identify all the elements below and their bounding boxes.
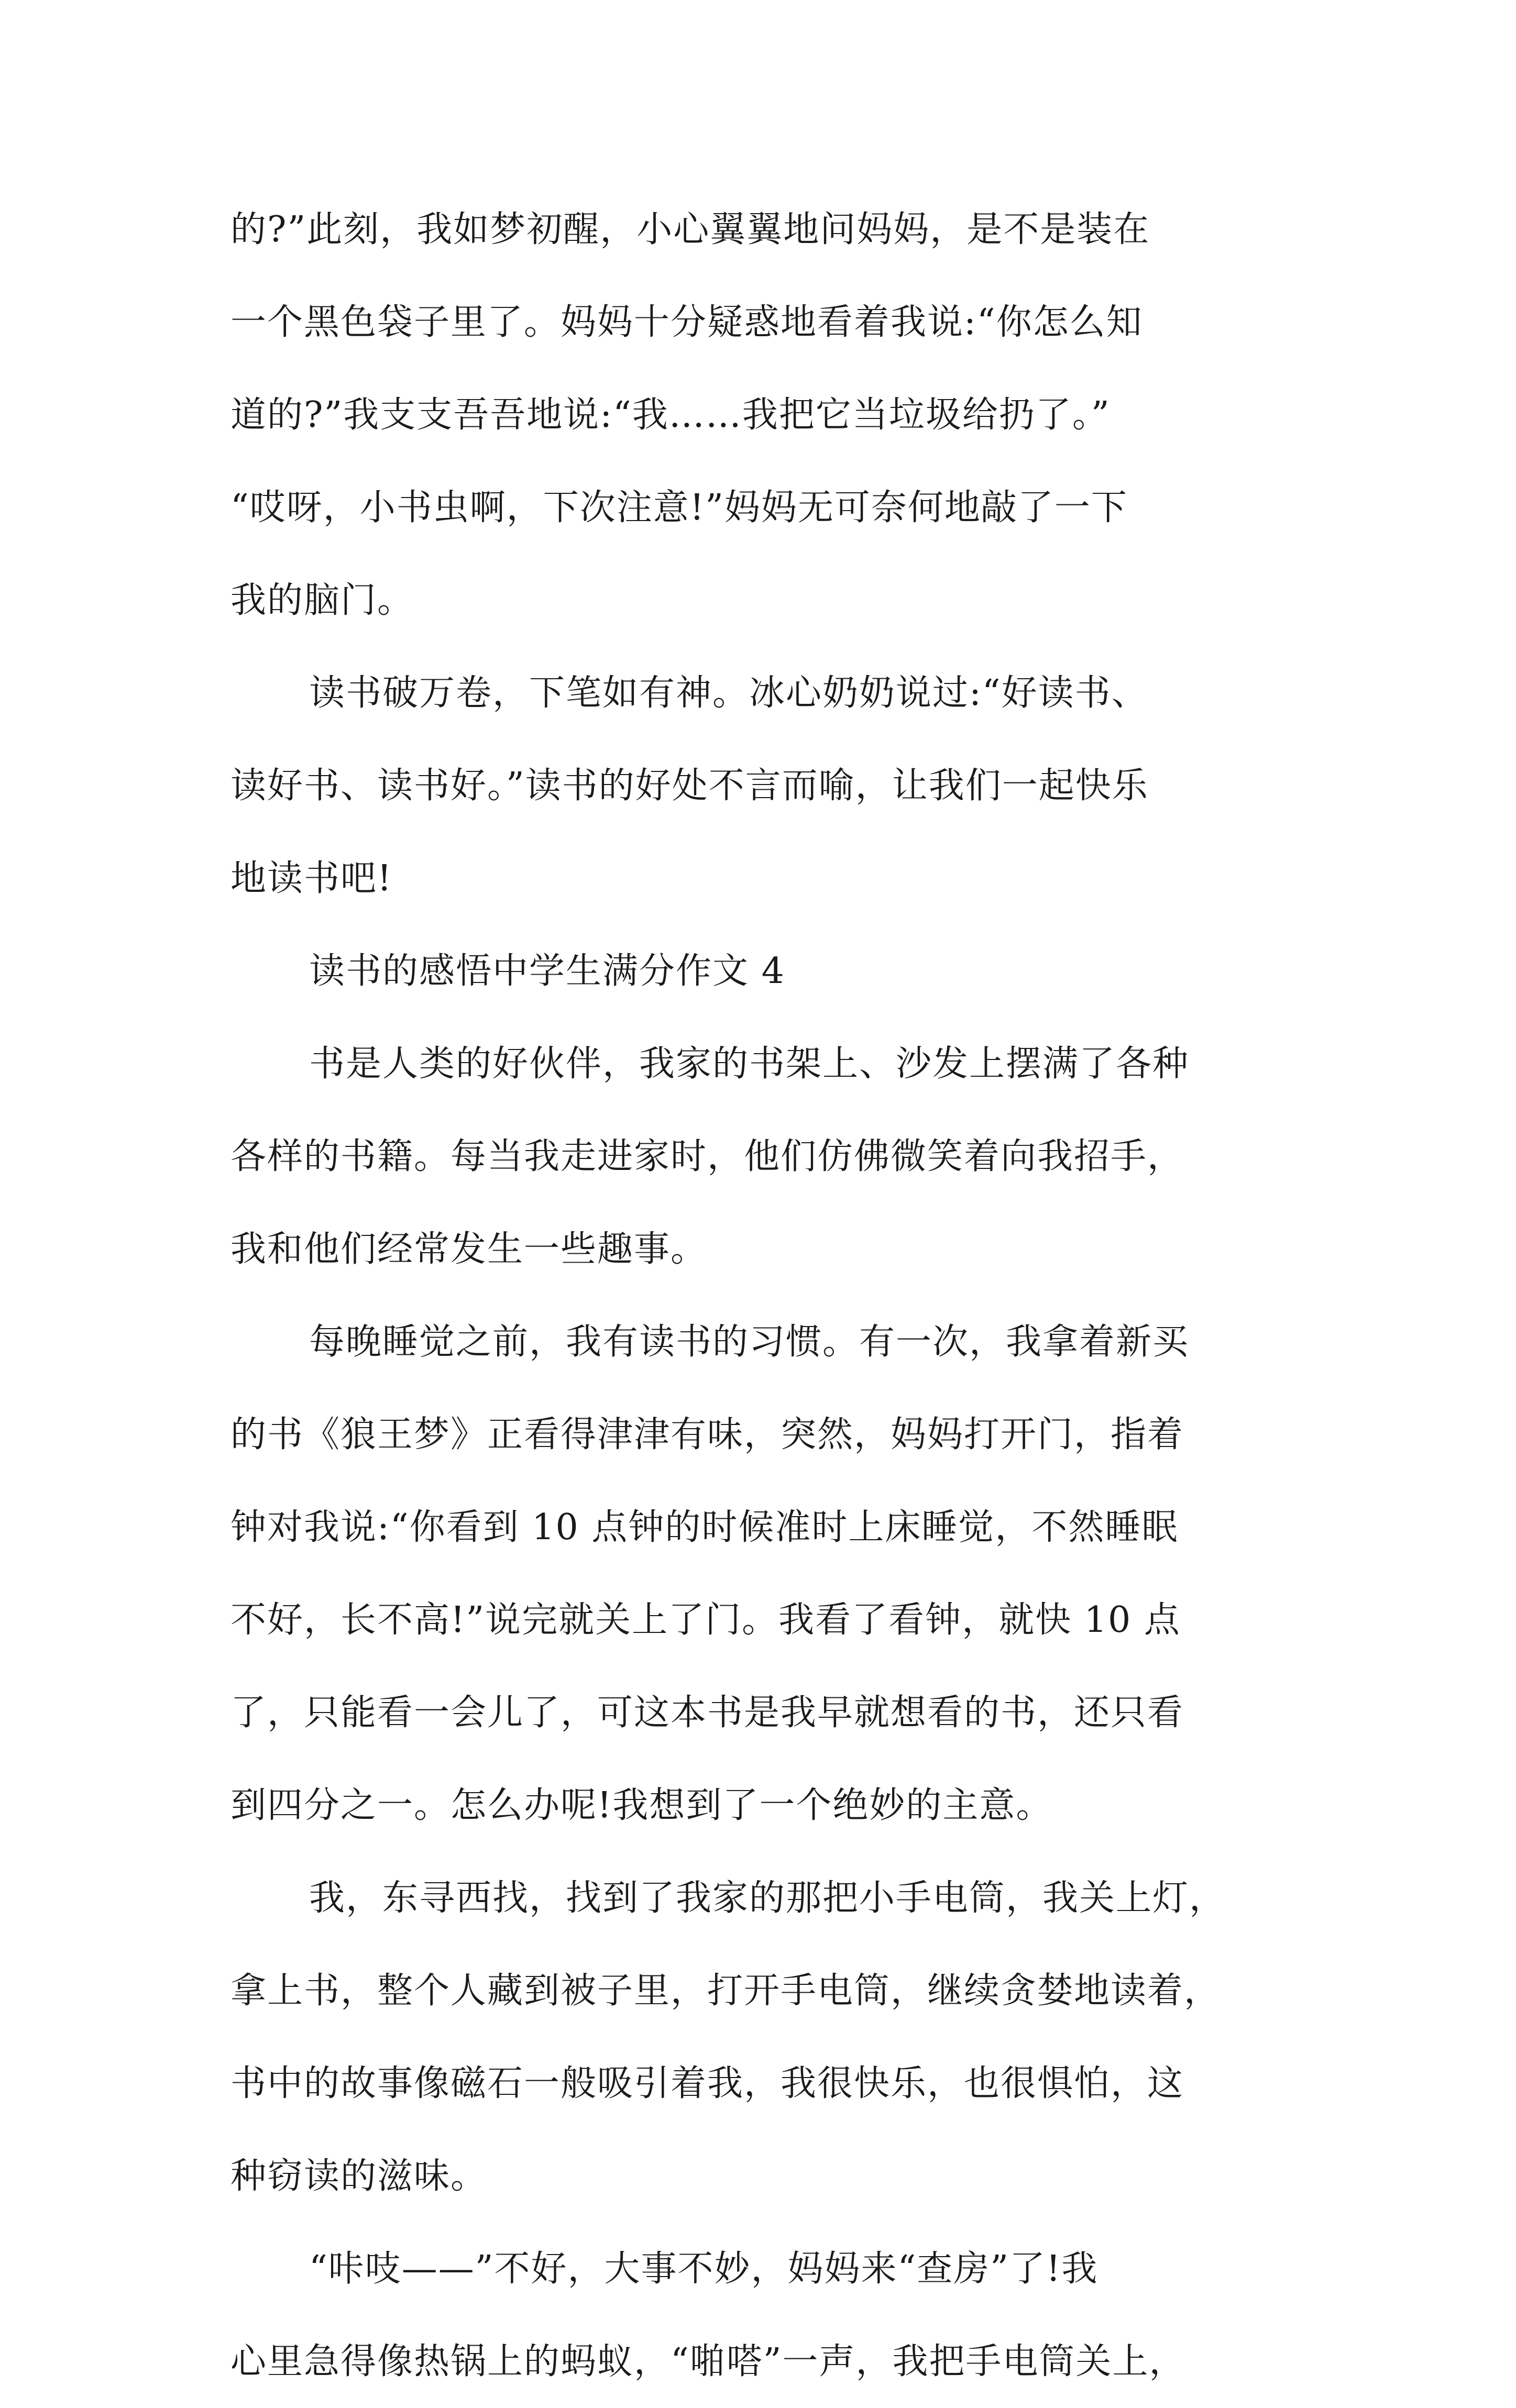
text-line: 各样的书籍。每当我走进家时，他们仿佛微笑着向我招手， xyxy=(230,1136,1184,1177)
text-line: “哎呀，小书虫啊，下次注意!”妈妈无可奈何地敲了一下 xyxy=(230,487,1128,528)
text-line: 书中的故事像磁石一般吸引着我，我很快乐，也很惧怕，这 xyxy=(230,2063,1184,2104)
text-line: 种窃读的滋味。 xyxy=(230,2156,488,2197)
text-line: 不好，长不高!”说完就关上了门。我看了看钟，就快 10 点 xyxy=(230,1599,1181,1641)
paragraph-start-line: “咔吱——”不好，大事不妙，妈妈来“查房”了!我 xyxy=(309,2248,1098,2290)
text-line: 了，只能看一会儿了，可这本书是我早就想看的书，还只看 xyxy=(230,1692,1184,1733)
text-line: 心里急得像热锅上的蚂蚁，“啪嗒”一声，我把手电筒关上， xyxy=(230,2341,1186,2382)
text-line: 的书《狼王梦》正看得津津有味，突然，妈妈打开门，指着 xyxy=(230,1414,1184,1455)
text-line: 地读书吧! xyxy=(230,858,393,899)
paragraph-start-line: 书是人类的好伙伴，我家的书架上、沙发上摆满了各种 xyxy=(309,1043,1190,1085)
essay-body xyxy=(230,183,1299,2408)
text-line: 我和他们经常发生一些趣事。 xyxy=(230,1229,708,1270)
text-line: 读好书、读书好。”读书的好处不言而喻，让我们一起快乐 xyxy=(230,765,1149,807)
section-heading: 读书的感悟中学生满分作文 4 xyxy=(309,951,785,992)
text-line: 拿上书，整个人藏到被子里，打开手电筒，继续贪婪地读着， xyxy=(230,1970,1221,2012)
text-line: 的?”此刻，我如梦初醒，小心翼翼地问妈妈，是不是装在 xyxy=(230,209,1150,250)
paragraph-start-line: 读书破万卷，下笔如有神。冰心奶奶说过:“好读书、 xyxy=(309,672,1148,714)
text-line: 道的?”我支支吾吾地说:“我……我把它当垃圾给扔了。” xyxy=(230,394,1111,436)
text-line: 钟对我说:“你看到 10 点钟的时候准时上床睡觉，不然睡眠 xyxy=(230,1507,1179,1548)
text-line: 到四分之一。怎么办呢!我想到了一个绝妙的主意。 xyxy=(230,1785,1053,1826)
paragraph-start-line: 我，东寻西找，找到了我家的那把小手电筒，我关上灯， xyxy=(309,1877,1226,1919)
paragraph-start-line: 每晚睡觉之前，我有读书的习惯。有一次，我拿着新买 xyxy=(309,1321,1190,1363)
text-line: 我的脑门。 xyxy=(230,580,414,621)
text-line: 一个黑色袋子里了。妈妈十分疑惑地看着我说:“你怎么知 xyxy=(230,302,1143,343)
